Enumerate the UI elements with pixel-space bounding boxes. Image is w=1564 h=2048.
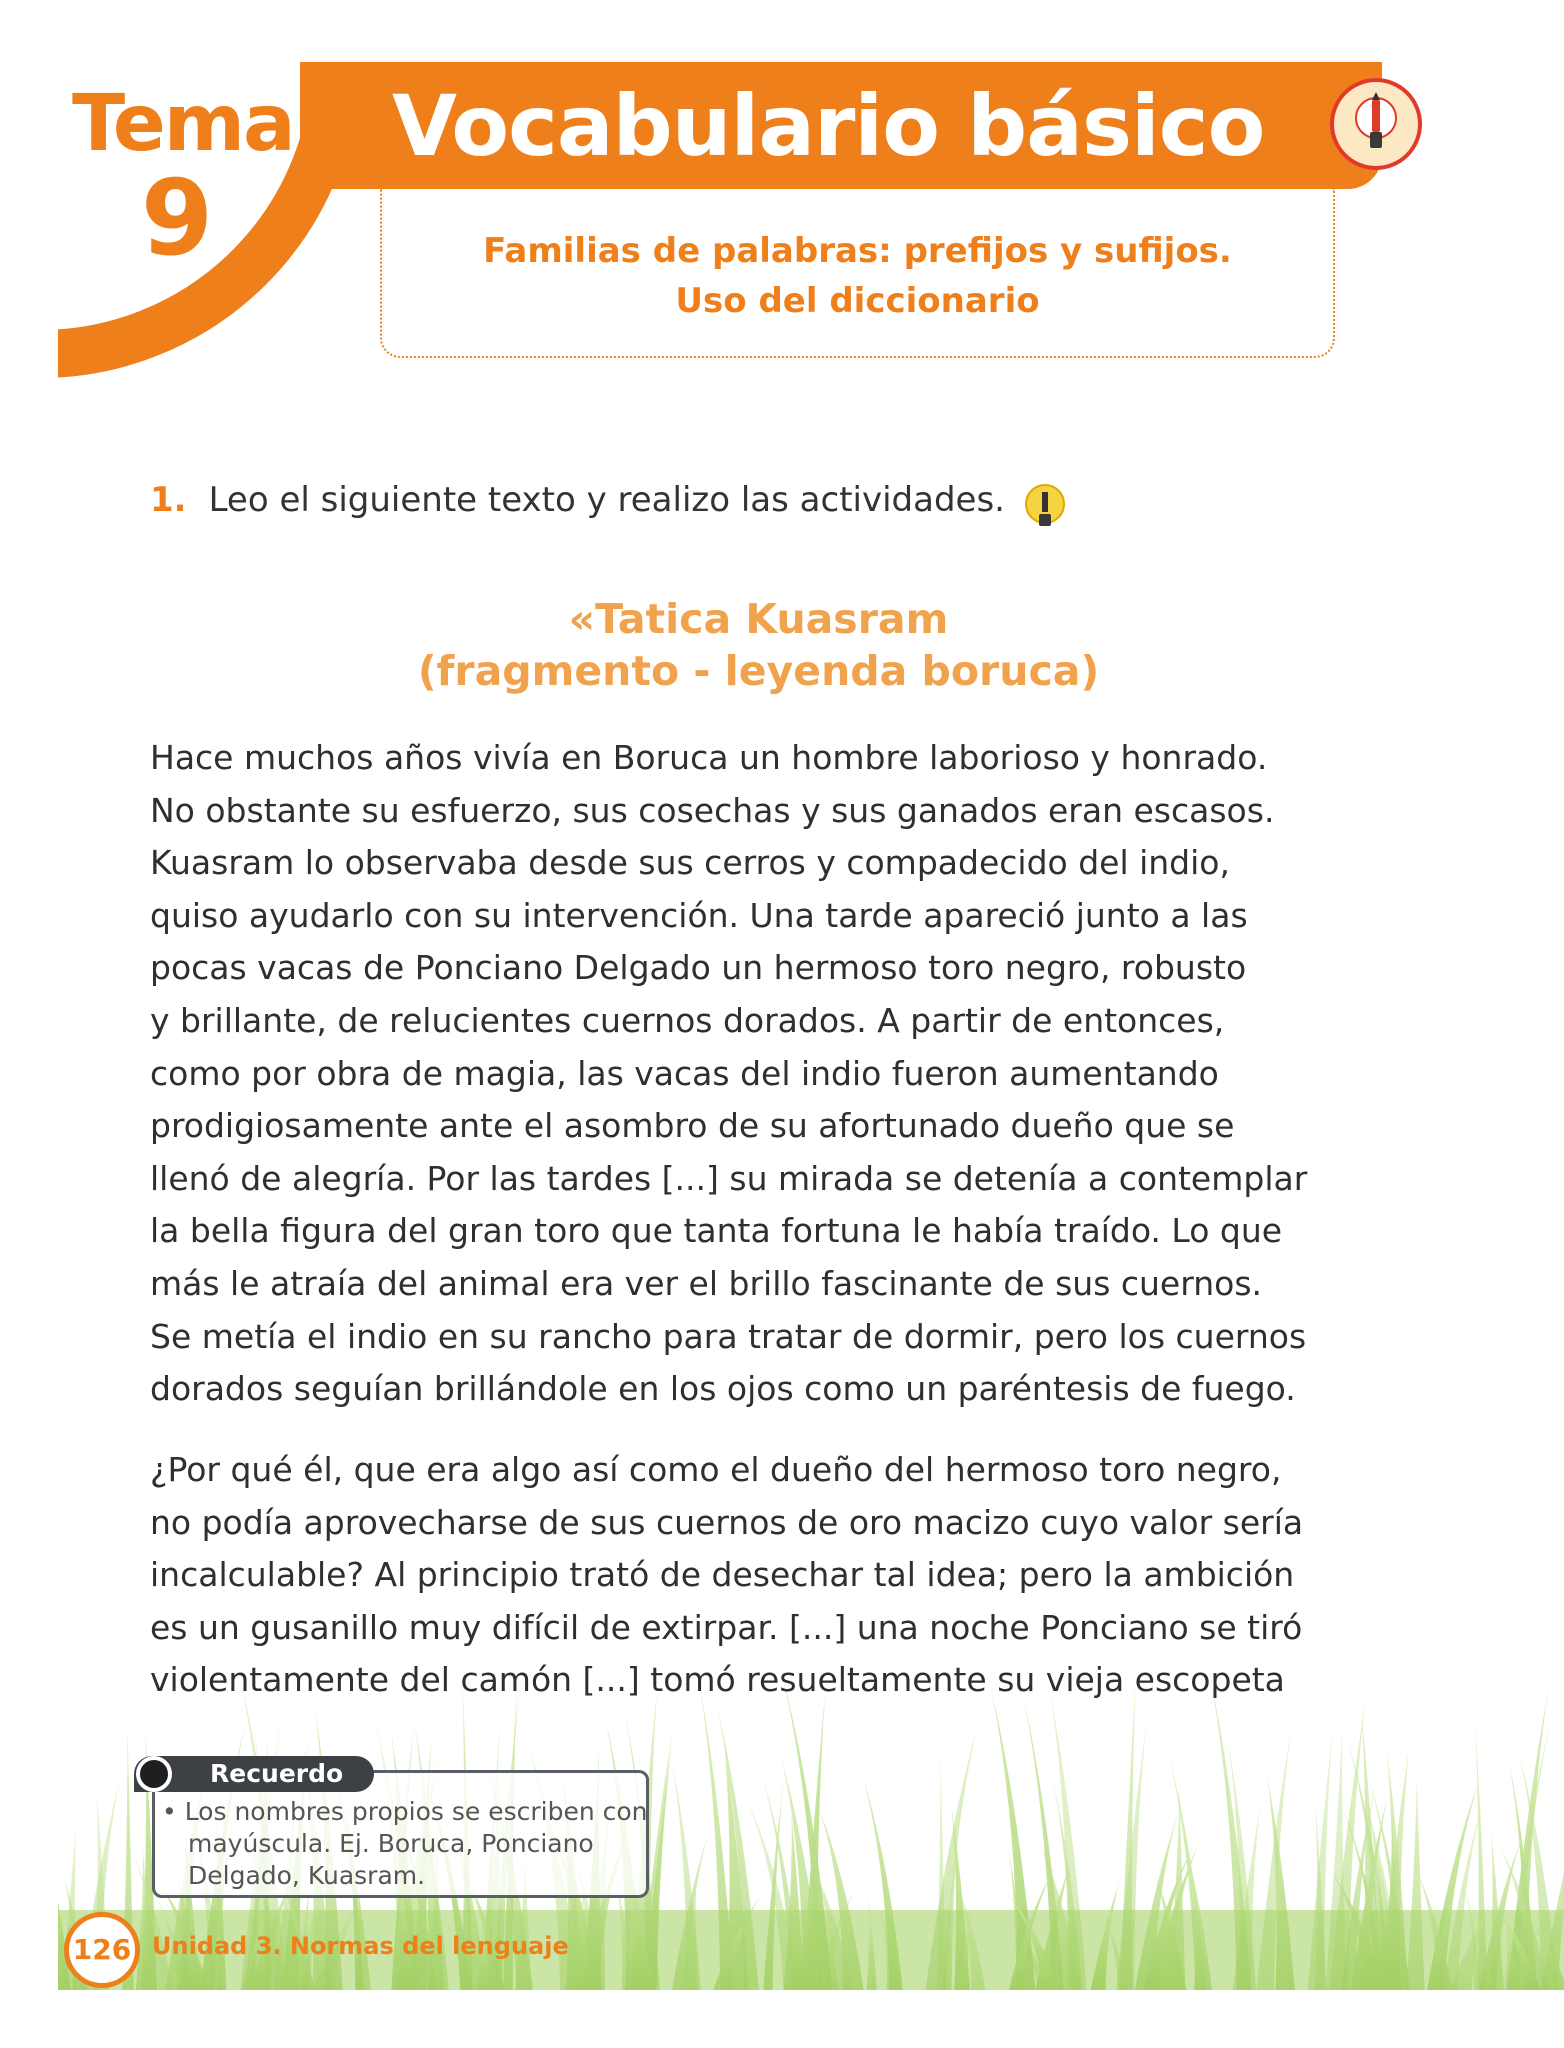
story-title-line: «Tatica Kuasram <box>568 595 949 643</box>
text-line: como por obra de magia, las vacas del indio fueron aumentando <box>150 1053 1219 1093</box>
text-line: incalculable? Al principio trató de desechar tal idea; pero la ambición <box>150 1555 1295 1595</box>
story-title-line: (fragmento - leyenda boruca) <box>417 647 1100 695</box>
recuerdo-title: Recuerdo <box>210 1759 344 1788</box>
recuerdo-line: • Los nombres propios se escriben con <box>162 1797 648 1826</box>
text-line: Se metía el indio en su rancho para tratar de dormir, pero los cuernos <box>150 1316 1307 1356</box>
page-title: Vocabulario básico <box>392 77 1265 175</box>
tema-label: Tema <box>72 79 294 169</box>
page-number: 126 <box>64 1912 140 1988</box>
subtitle-line: Familias de palabras: prefijos y sufijos. <box>483 231 1232 271</box>
text-line: la bella figura del gran toro que tanta fortuna le había traído. Lo que <box>150 1211 1283 1251</box>
text-line: prodigiosamente ante el asombro de su afortunado dueño que se <box>150 1106 1235 1146</box>
story-paragraph-2 <box>150 1444 1400 1707</box>
text-line: es un gusanillo muy difícil de extirpar. [...] una noche Ponciano se tiró <box>150 1607 1303 1647</box>
text-line: Hace muchos años vivía en Boruca un hombre laborioso y honrado. <box>150 738 1268 777</box>
activity-text: Leo el siguiente texto y realizo las actividades. <box>208 480 1005 520</box>
activity-instruction <box>150 472 1070 528</box>
tema-number: 9 <box>140 157 214 279</box>
bullet-circle-icon <box>136 1756 172 1792</box>
recuerdo-text <box>162 1796 652 1892</box>
subtitle-box <box>380 188 1335 358</box>
activity-number: 1. <box>150 480 187 520</box>
subtitle-line: Uso del diccionario <box>675 281 1040 321</box>
text-line: llenó de alegría. Por las tardes [...] su mirada se detenía a contemplar <box>150 1158 1308 1198</box>
text-line: violentamente del camón [...] tomó resueltamente su vieja escopeta <box>150 1660 1285 1700</box>
recuerdo-line: Delgado, Kuasram. <box>188 1861 426 1890</box>
text-line: Kuasram lo observaba desde sus cerros y compadecido del indio, <box>150 843 1230 883</box>
text-line: pocas vacas de Ponciano Delgado un hermoso toro negro, robusto <box>150 948 1247 988</box>
lightbulb-icon <box>1020 482 1070 532</box>
text-line: No obstante su esfuerzo, sus cosechas y sus ganados eran escasos. <box>150 790 1275 830</box>
recuerdo-line: mayúscula. Ej. Boruca, Ponciano <box>188 1829 594 1858</box>
text-line: y brillante, de relucientes cuernos dorados. A partir de entonces, <box>150 1000 1225 1040</box>
footer-unit-label: Unidad 3. Normas del lenguaje <box>152 1932 569 1960</box>
story-paragraph-1 <box>150 732 1400 1416</box>
text-line: quiso ayudarlo con su intervención. Una tarde apareció junto a las <box>150 895 1248 935</box>
story-title <box>150 593 1367 697</box>
lightbulb-icon <box>1330 78 1422 170</box>
text-line: ¿Por qué él, que era algo así como el dueño del hermoso toro negro, <box>150 1450 1282 1489</box>
text-line: más le atraía del animal era ver el brillo fascinante de sus cuernos. <box>150 1263 1263 1303</box>
text-line: dorados seguían brillándole en los ojos como un paréntesis de fuego. <box>150 1369 1296 1409</box>
text-line: no podía aprovecharse de sus cuernos de oro macizo cuyo valor sería <box>150 1502 1304 1542</box>
